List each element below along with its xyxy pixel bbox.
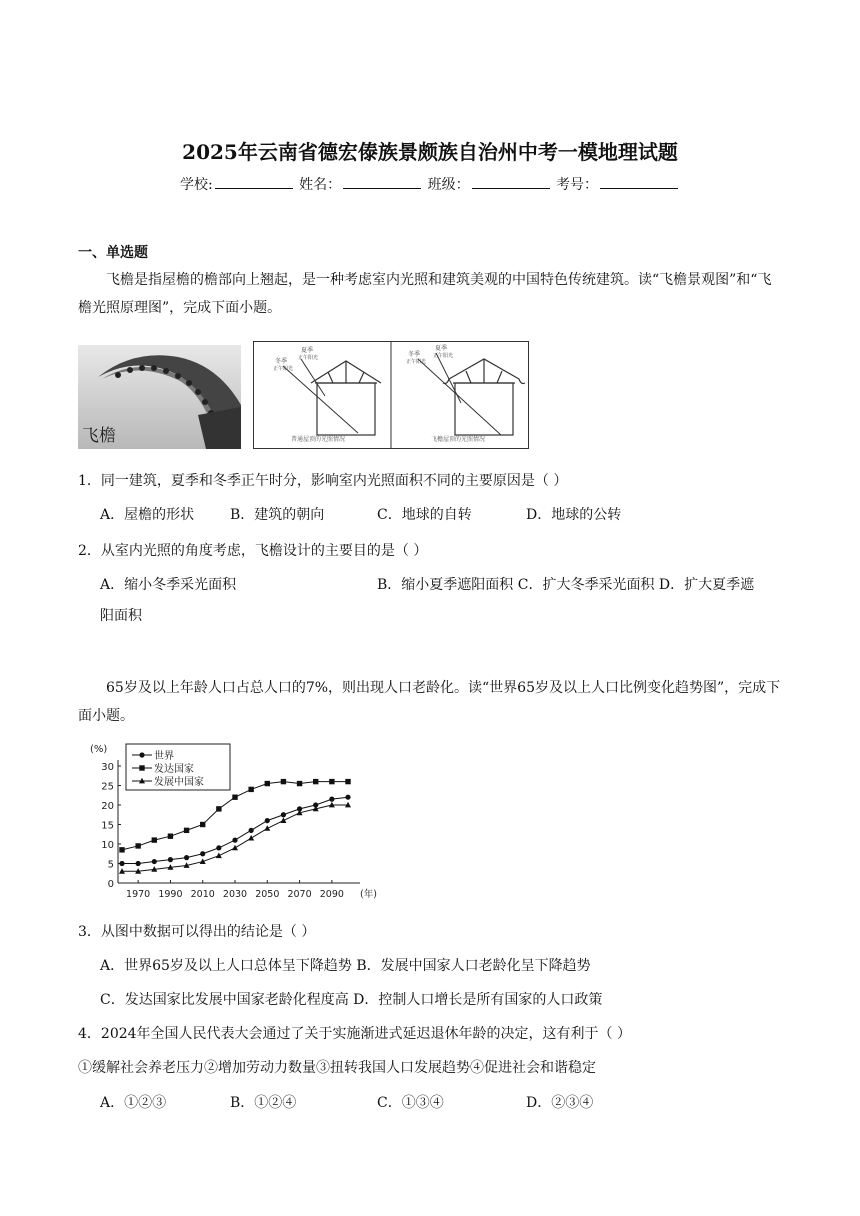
q1-option-a[interactable]: A．屋檐的形状 [100,507,195,523]
q2-option-d-continued: 阳面积 [100,608,142,624]
exam-no-label: 考号： [556,177,599,193]
y-tick-label: 20 [101,801,114,812]
data-point-square [265,781,270,786]
data-point-square [329,779,334,784]
q4-option-c[interactable]: C．①③④ [377,1095,444,1111]
data-point-circle [216,845,221,850]
q2-option-a[interactable]: A．缩小冬季采光面积 [100,577,237,593]
y-tick-label: 15 [101,820,114,832]
left-summer-label: 夏季 [301,347,314,354]
q1-option-c[interactable]: C．地球的自转 [377,507,472,523]
data-point-circle [232,838,237,843]
data-point-circle [200,851,205,856]
q1-option-d[interactable]: D．地球的公转 [526,507,622,523]
q1-option-b[interactable]: B．建筑的朝向 [230,507,325,523]
school-blank[interactable] [215,176,293,189]
legend-marker-circle [139,752,144,757]
data-point-circle [152,859,157,864]
right-summer-sub: 正午阳光 [433,353,454,359]
data-point-square [297,781,302,786]
x-tick-label: 2010 [190,889,215,900]
x-tick-label: 2030 [222,889,248,900]
data-point-circle [168,857,173,862]
data-point-square [248,787,253,792]
y-tick-label: 10 [101,840,114,851]
q3-options-cd[interactable]: C．发达国家比发展中国家老龄化程度高 D．控制人口增长是所有国家的人口政策 [100,992,603,1008]
aging-trend-chart-svg [88,740,380,910]
data-point-triangle [280,817,286,823]
legend-label: 发达国家 [154,764,194,775]
class-blank[interactable] [472,176,550,189]
left-summer-sub: 正午阳光 [298,355,319,361]
data-point-triangle [216,853,222,859]
eaves-lighting-diagram [253,341,529,449]
data-point-circle [249,828,254,833]
q4-option-b[interactable]: B．①②④ [230,1095,297,1111]
question-4-statements: ①缓解社会养老压力②增加劳动力数量③扭转我国人口发展趋势④促进社会和谐稳定 [78,1060,596,1076]
name-label: 姓名： [299,177,342,193]
left-winter-label: 冬季 [275,358,288,365]
page-title: 2025年云南省德宏傣族景颇族自治州中考一模地理试题 [182,140,678,164]
right-winter-sub: 正午阳光 [406,359,427,365]
data-point-triangle [264,825,270,831]
question-1-options [0,504,860,528]
y-tick-label: 0 [107,879,114,890]
class-label: 班级： [427,177,470,193]
data-point-square [281,779,286,784]
question-2-stem: 2．从室内光照的角度考虑，飞檐设计的主要目的是（ ） [78,543,428,559]
left-caption: 普通屋顶的光照情况 [291,436,346,443]
y-tick-label: 5 [107,859,114,871]
student-info-line [0,174,860,194]
x-tick-label: 2050 [255,889,280,900]
aging-trend-chart [88,740,380,910]
data-point-circle [119,861,124,866]
q4-option-d[interactable]: D．②③④ [526,1095,594,1111]
flying-eaves-photo [78,345,241,449]
name-blank[interactable] [343,176,421,189]
school-label: 学校: [179,177,213,193]
data-point-circle [281,812,286,817]
legend-label: 发展中国家 [154,777,204,788]
data-point-square [119,847,124,852]
legend-marker-square [139,765,144,770]
photo-caption: 飞檐 [82,426,116,446]
q4-option-a[interactable]: A．①②③ [100,1095,167,1111]
q3-options-ab[interactable]: A．世界65岁及以上人口总体呈下降趋势 B．发展中国家人口老龄化呈下降趋势 [100,958,591,974]
data-point-square [168,834,173,839]
x-tick-label: 2070 [287,889,312,900]
intro-paragraph-2: 65岁及以上年龄人口占总人口的7%，则出现人口老龄化。读“世界65岁及以上人口比例变化趋势图”，完成下面小题。 [78,680,781,724]
right-winter-label: 冬季 [408,351,421,358]
question-4-stem: 4．2024年全国人民代表大会通过了关于实施渐进式延迟退休年龄的决定，这有利于（ ） [78,1026,631,1042]
data-point-square [216,806,221,811]
data-point-square [184,828,189,833]
x-tick-label: 1990 [158,889,183,900]
data-point-square [152,837,157,842]
y-tick-label: 25 [101,781,114,793]
question-2-options [0,574,860,598]
intro-paragraph-1: 飞檐是指屋檐的檐部向上翘起，是一种考虑室内光照和建筑美观的中国特色传统建筑。读“飞檐景观图”和“飞檐光照原理图”，完成下面小题。 [78,272,772,316]
question-4-options [0,1092,860,1116]
data-point-circle [184,855,189,860]
data-point-circle [265,818,270,823]
y-axis-label: (%) [90,744,108,755]
right-caption: 飞檐屋顶的光照情况 [431,436,486,443]
y-tick-label: 30 [101,762,114,773]
data-point-triangle [248,835,254,841]
data-point-square [135,843,140,848]
data-point-circle [136,861,141,866]
data-point-square [345,779,350,784]
question-1-stem: 1．同一建筑，夏季和冬季正午时分，影响室内光照面积不同的主要原因是（ ） [78,473,568,489]
series-line-circle [122,797,348,863]
legend-label: 世界 [154,751,174,762]
data-point-square [200,822,205,827]
data-point-square [313,779,318,784]
exam-no-blank[interactable] [600,176,678,189]
data-point-circle [329,797,334,802]
right-summer-label: 夏季 [435,345,448,352]
x-tick-label: 2090 [319,889,344,900]
q2-options-bcd[interactable]: B．缩小夏季遮阳面积 C．扩大冬季采光面积 D．扩大夏季遮 [377,577,755,593]
left-winter-sub: 正午阳光 [273,366,294,372]
x-axis-label: (年) [360,889,377,900]
question-3-stem: 3．从图中数据可以得出的结论是（ ） [78,924,316,940]
data-point-circle [345,795,350,800]
x-tick-label: 1970 [126,889,151,900]
data-point-square [232,795,237,800]
data-point-triangle [232,845,238,851]
section-title: 一、单选题 [78,245,148,261]
